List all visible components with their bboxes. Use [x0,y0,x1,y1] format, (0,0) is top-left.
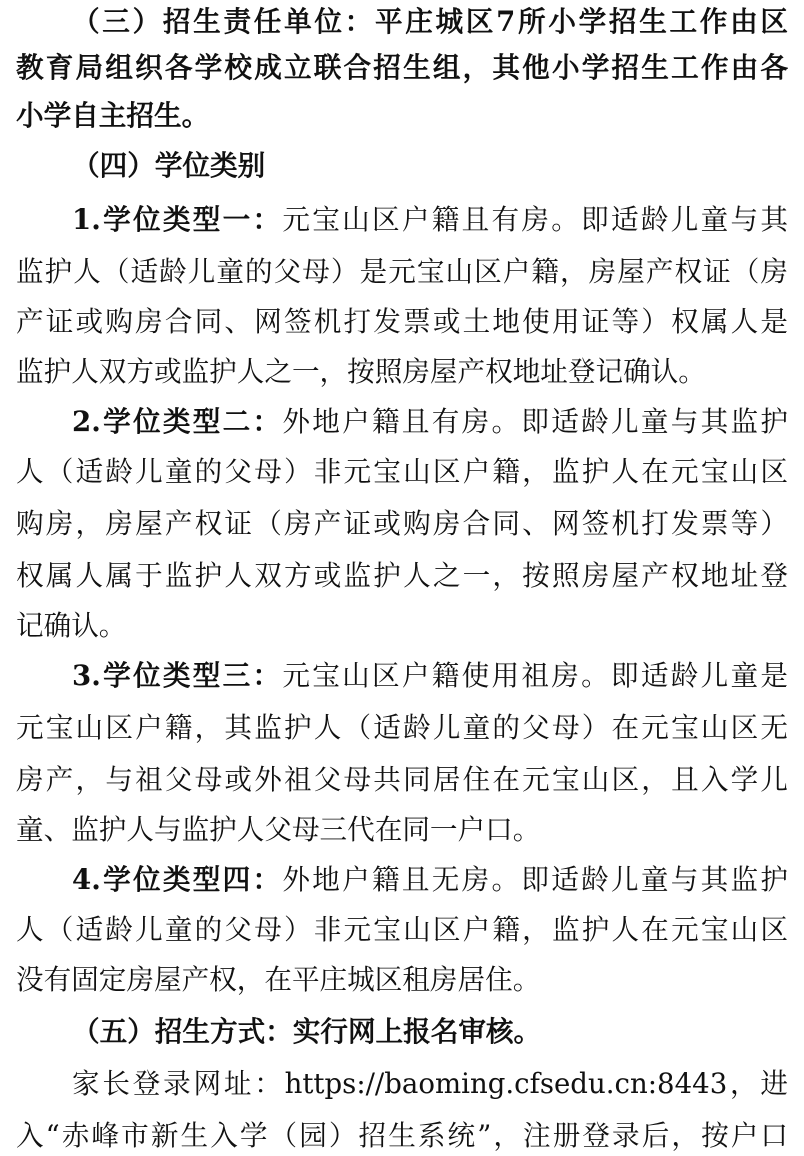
section-4-heading: （四）学位类别 [72,149,266,182]
type-3-line-3: 房产，与祖父母或外祖父母共同居住在元宝山区，且入学儿 [16,763,788,796]
type-4-heading: 4.学位类型四： [72,863,283,896]
type-3-text: 元宝山区户籍使用祖房。即适龄儿童是 [282,659,788,692]
section-5-line-2: 入“赤峰市新生入学（园）招生系统”，注册登录后，按户口 [16,1119,788,1152]
type-3-heading: 3.学位类型三： [72,659,283,692]
type-1-text: 元宝山区户籍且有房。即适龄儿童与其 [282,203,788,236]
type-4-line-2: 人（适龄儿童的父母）非元宝山区户籍，监护人在元宝山区 [16,913,788,946]
type-2-line-2: 人（适龄儿童的父母）非元宝山区户籍，监护人在元宝山区 [16,455,788,488]
type-1-line-4: 监护人双方或监护人之一，按照房屋产权地址登记确认。 [16,355,706,388]
type-4-line-3: 没有固定房屋产权，在平庄城区租房居住。 [16,963,541,996]
section-5-line-1: 家长登录网址：https://baoming.cfsedu.cn:8443，进 [72,1067,788,1100]
type-4-text: 外地户籍且无房。即适龄儿童与其监护 [282,863,788,896]
type-2-heading: 2.学位类型二： [72,405,283,438]
type-2-line-1 [72,402,788,442]
section-3-text: 平庄城区7所小学招生工作由区 [374,5,788,38]
type-2-line-3: 购房，房屋产权证（房产证或购房合同、网签机打发票等） [16,507,788,540]
type-1-line-3: 产证或购房合同、网签机打发票或土地使用证等）权属人是 [16,305,788,338]
section-3-line-2: 教育局组织各学校成立联合招生组，其他小学招生工作由各 [16,51,788,84]
type-1-line-1 [72,200,788,240]
section-5-heading: （五）招生方式：实行网上报名审核。 [72,1015,542,1048]
section-3-line-3: 小学自主招生。 [16,99,210,132]
type-4-line-1 [72,860,788,900]
type-3-line-1 [72,656,788,696]
type-3-line-4: 童、监护人与监护人父母三代在同一户口。 [16,813,541,846]
type-2-text: 外地户籍且有房。即适龄儿童与其监护 [282,405,788,438]
type-2-line-5: 记确认。 [16,609,127,642]
type-2-line-4: 权属人属于监护人双方或监护人之一，按照房屋产权地址登 [16,559,788,592]
type-1-heading: 1.学位类型一： [72,203,283,236]
type-1-line-2: 监护人（适龄儿童的父母）是元宝山区户籍，房屋产权证（房 [16,255,788,288]
section-3-heading: （三）招生责任单位： [72,5,375,38]
section-3-line-1 [72,2,788,42]
type-3-line-2: 元宝山区户籍，其监护人（适龄儿童的父母）在元宝山区无 [16,711,788,744]
